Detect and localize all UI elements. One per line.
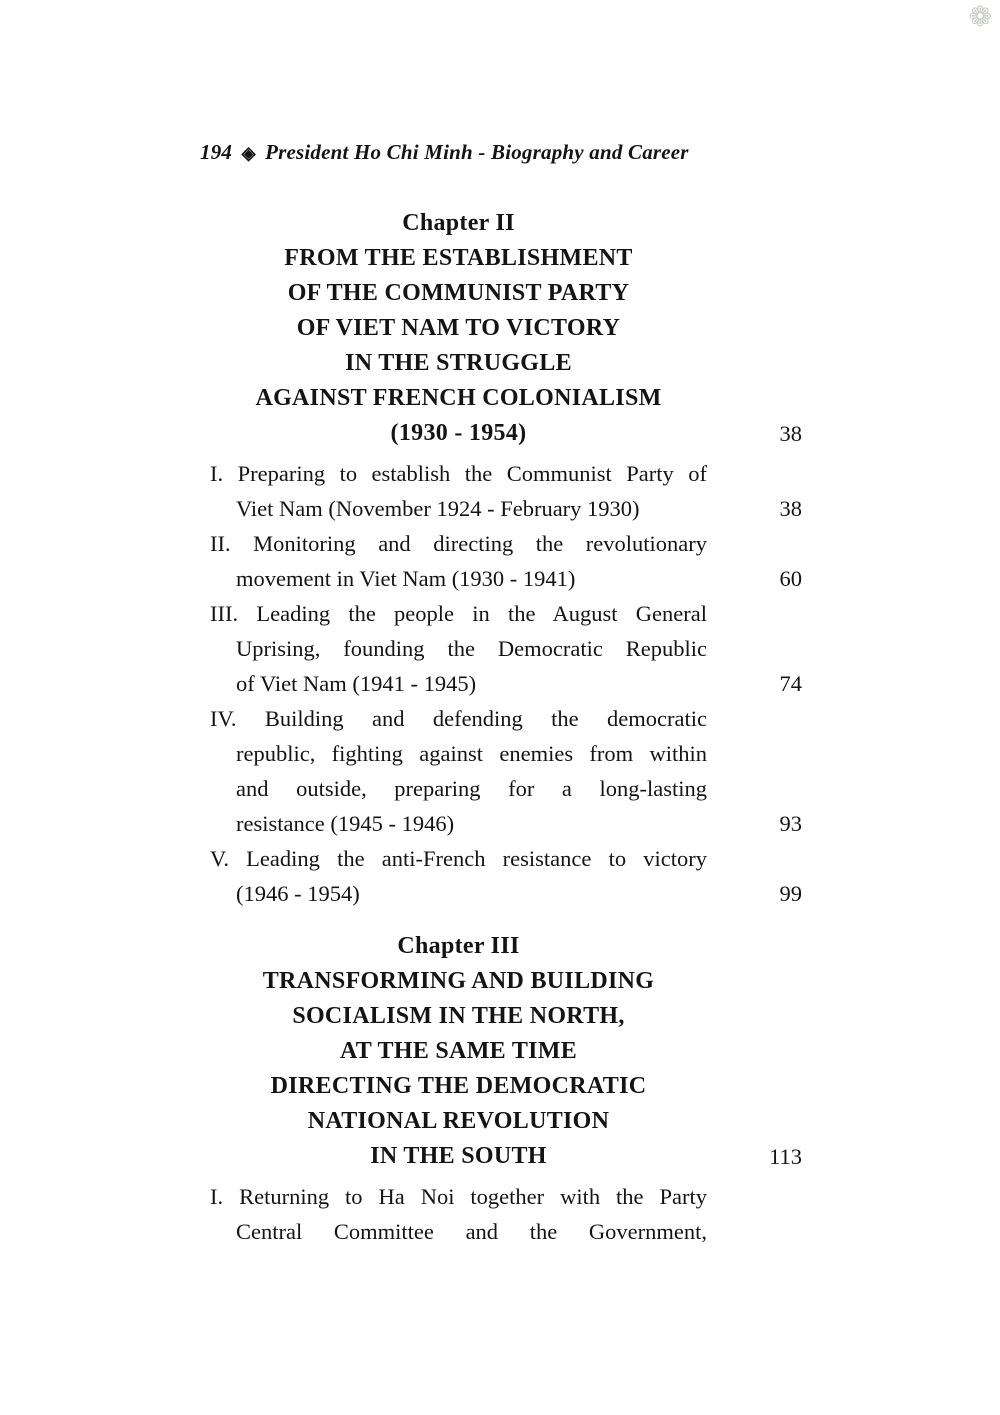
corner-flower-icon: ❁	[968, 2, 992, 33]
entry-page-number: 38	[779, 496, 802, 521]
chapter-3-heading	[210, 929, 802, 1174]
entry-line: Viet Nam (November 1924 - February 1930)	[236, 496, 640, 521]
entry-page-number: 99	[779, 881, 802, 906]
entry-line: Uprising, founding the Democratic Republic	[236, 636, 707, 661]
entry-page-number: 60	[779, 566, 802, 591]
entry-line: republic, fighting against enemies from within	[236, 741, 707, 766]
chapter-title-line: SOCIALISM IN THE NORTH,	[292, 1003, 625, 1029]
entry-page-number: 74	[779, 671, 802, 696]
entry-line: resistance (1945 - 1946)	[236, 811, 455, 836]
chapter-page-number: 113	[769, 1144, 802, 1169]
chapter-title-line: (1930 - 1954)	[390, 420, 527, 446]
chapter-title-line: AGAINST FRENCH COLONIALISM	[255, 385, 662, 411]
diamond-ornament-icon: ◈	[241, 143, 256, 163]
book-page-number: 194	[200, 140, 233, 164]
chapter-title-line: IN THE STRUGGLE	[345, 350, 572, 376]
chapter-title-line: NATIONAL REVOLUTION	[307, 1108, 610, 1134]
toc-entry	[210, 596, 802, 701]
toc-entry	[210, 1179, 802, 1249]
table-of-contents	[210, 206, 802, 1249]
running-header	[200, 140, 689, 165]
entry-line: and outside, preparing for a long-lasting	[236, 776, 707, 801]
chapter-title-line: DIRECTING THE DEMOCRATIC	[270, 1073, 647, 1099]
entry-line: (1946 - 1954)	[236, 881, 360, 906]
entry-line: of Viet Nam (1941 - 1945)	[236, 671, 477, 696]
toc-entry	[210, 456, 802, 526]
chapter-page-number: 38	[779, 421, 802, 446]
entry-line: movement in Viet Nam (1930 - 1941)	[236, 566, 576, 591]
entry-page-number: 93	[779, 811, 802, 836]
entry-line: IV. Building and defending the democratic	[210, 706, 707, 731]
entry-line: I. Returning to Ha Noi together with the Party	[210, 1184, 707, 1209]
entry-line: I. Preparing to establish the Communist Party of	[210, 461, 707, 486]
entry-line: Central Committee and the Government,	[236, 1219, 707, 1244]
chapter-title-line: FROM THE ESTABLISHMENT	[284, 245, 633, 271]
chapter-title-line: IN THE SOUTH	[370, 1143, 547, 1169]
chapter-label: Chapter II	[402, 210, 515, 236]
book-title: President Ho Chi Minh - Biography and Career	[265, 140, 689, 164]
toc-entry	[210, 701, 802, 841]
chapter-label: Chapter III	[397, 933, 520, 959]
toc-entry	[210, 526, 802, 596]
toc-entry	[210, 841, 802, 911]
chapter-2-heading	[210, 206, 802, 451]
chapter-title-line: OF VIET NAM TO VICTORY	[296, 315, 621, 341]
chapter-title-line: AT THE SAME TIME	[339, 1038, 578, 1064]
chapter-title-line: TRANSFORMING AND BUILDING	[262, 968, 655, 994]
entry-line: III. Leading the people in the August General	[210, 601, 707, 626]
chapter-title-line: OF THE COMMUNIST PARTY	[287, 280, 630, 306]
entry-line: II. Monitoring and directing the revolutionary	[210, 531, 707, 556]
entry-line: V. Leading the anti-French resistance to victory	[210, 846, 707, 871]
